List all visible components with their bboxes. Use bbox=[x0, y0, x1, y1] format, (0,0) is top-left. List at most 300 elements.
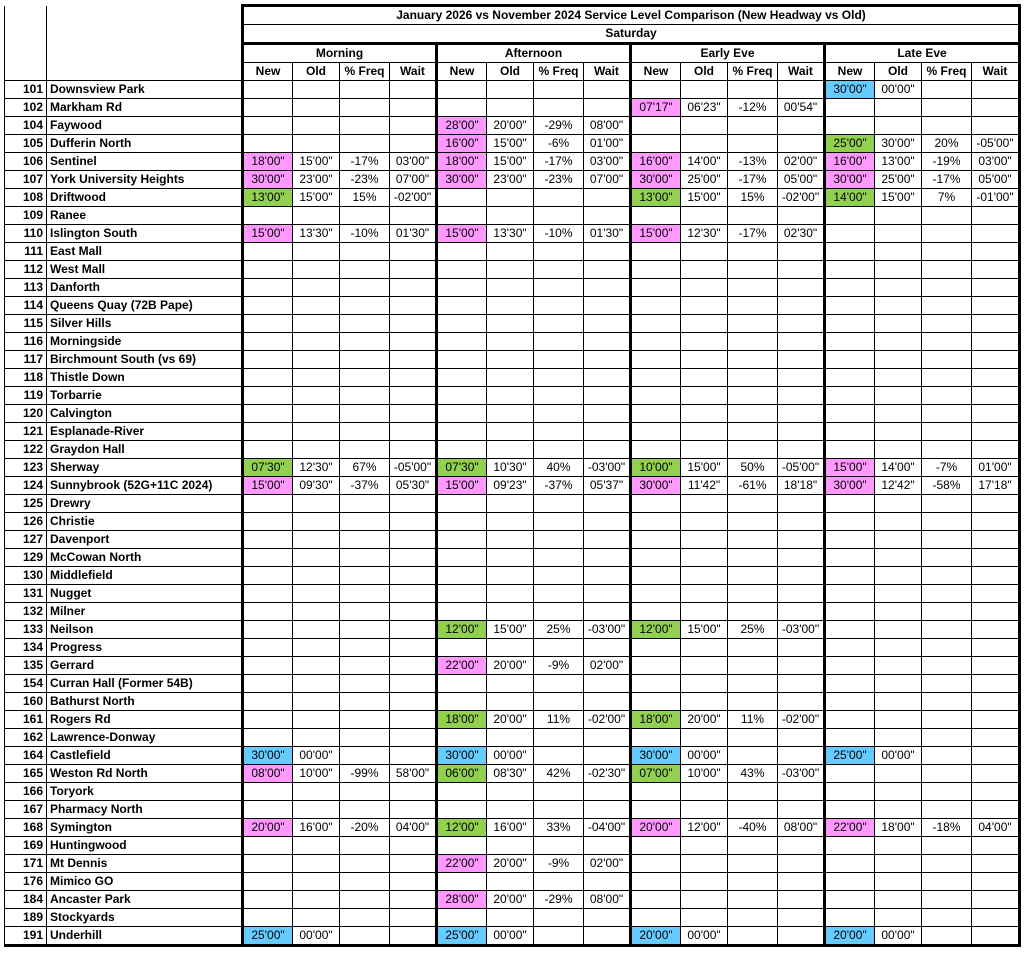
freq-change-cell bbox=[922, 387, 972, 405]
freq-change-cell: 15% bbox=[728, 189, 778, 207]
freq-change-cell bbox=[922, 873, 972, 891]
old-headway-cell: 06'23" bbox=[681, 99, 728, 117]
new-headway-cell bbox=[825, 297, 875, 315]
old-headway-cell bbox=[681, 117, 728, 135]
route-number: 161 bbox=[5, 711, 47, 729]
wait-change-cell bbox=[584, 351, 631, 369]
old-headway-cell bbox=[875, 585, 922, 603]
new-headway-cell bbox=[631, 603, 681, 621]
old-headway-cell bbox=[293, 369, 340, 387]
wait-change-cell bbox=[778, 495, 825, 513]
freq-change-cell bbox=[922, 603, 972, 621]
freq-change-cell bbox=[728, 351, 778, 369]
new-headway-cell: 30'00" bbox=[825, 477, 875, 495]
route-name: Calvington bbox=[47, 405, 243, 423]
old-headway-cell bbox=[293, 801, 340, 819]
route-name: Weston Rd North bbox=[47, 765, 243, 783]
freq-change-cell bbox=[534, 351, 584, 369]
freq-change-cell bbox=[340, 585, 390, 603]
old-headway-cell bbox=[875, 855, 922, 873]
route-name: West Mall bbox=[47, 261, 243, 279]
new-headway-cell: 16'00" bbox=[437, 135, 487, 153]
new-headway-cell bbox=[631, 135, 681, 153]
old-headway-cell bbox=[293, 675, 340, 693]
new-headway-cell bbox=[437, 297, 487, 315]
new-headway-cell: 15'00" bbox=[631, 225, 681, 243]
route-number: 125 bbox=[5, 495, 47, 513]
wait-change-cell bbox=[584, 603, 631, 621]
old-headway-cell bbox=[875, 225, 922, 243]
freq-change-cell bbox=[340, 657, 390, 675]
old-headway-cell bbox=[681, 657, 728, 675]
old-headway-cell bbox=[875, 531, 922, 549]
freq-change-cell bbox=[922, 207, 972, 225]
freq-change-cell bbox=[922, 783, 972, 801]
wait-change-cell bbox=[972, 927, 1020, 946]
route-name: Progress bbox=[47, 639, 243, 657]
table-row bbox=[5, 801, 1020, 819]
old-headway-cell: 23'00" bbox=[293, 171, 340, 189]
old-headway-cell bbox=[875, 513, 922, 531]
new-headway-cell bbox=[825, 603, 875, 621]
old-headway-cell bbox=[293, 585, 340, 603]
old-headway-cell: 13'00" bbox=[875, 153, 922, 171]
route-number: 110 bbox=[5, 225, 47, 243]
freq-change-cell: 40% bbox=[534, 459, 584, 477]
old-headway-cell: 23'00" bbox=[487, 171, 534, 189]
freq-change-cell bbox=[922, 621, 972, 639]
old-headway-cell bbox=[487, 207, 534, 225]
freq-change-cell bbox=[340, 873, 390, 891]
freq-change-cell: 50% bbox=[728, 459, 778, 477]
new-headway-cell bbox=[825, 99, 875, 117]
new-headway-cell bbox=[825, 441, 875, 459]
wait-change-cell bbox=[972, 99, 1020, 117]
old-headway-cell bbox=[487, 603, 534, 621]
freq-change-cell: -9% bbox=[534, 657, 584, 675]
table-row bbox=[5, 441, 1020, 459]
freq-change-cell bbox=[728, 117, 778, 135]
new-headway-cell bbox=[243, 315, 293, 333]
wait-change-cell bbox=[778, 747, 825, 765]
old-headway-cell: 08'30" bbox=[487, 765, 534, 783]
wait-change-cell bbox=[584, 837, 631, 855]
freq-change-cell bbox=[534, 585, 584, 603]
wait-change-cell: -01'00" bbox=[972, 189, 1020, 207]
wait-change-cell bbox=[972, 531, 1020, 549]
wait-change-cell bbox=[584, 639, 631, 657]
freq-change-cell bbox=[922, 351, 972, 369]
new-headway-cell: 16'00" bbox=[825, 153, 875, 171]
freq-change-cell bbox=[340, 855, 390, 873]
table-row bbox=[5, 261, 1020, 279]
old-headway-cell bbox=[681, 549, 728, 567]
freq-change-cell bbox=[728, 549, 778, 567]
wait-change-cell bbox=[584, 927, 631, 946]
new-headway-cell: 18'00" bbox=[437, 711, 487, 729]
new-headway-cell bbox=[437, 261, 487, 279]
old-headway-cell: 00'00" bbox=[875, 747, 922, 765]
freq-change-cell bbox=[922, 765, 972, 783]
new-headway-cell bbox=[437, 99, 487, 117]
new-headway-cell: 20'00" bbox=[631, 819, 681, 837]
freq-change-cell bbox=[728, 513, 778, 531]
wait-change-cell bbox=[390, 81, 437, 99]
old-headway-cell bbox=[875, 405, 922, 423]
old-headway-cell bbox=[293, 621, 340, 639]
new-headway-cell: 20'00" bbox=[631, 927, 681, 946]
freq-change-cell bbox=[340, 711, 390, 729]
old-headway-cell bbox=[293, 837, 340, 855]
route-name: Rogers Rd bbox=[47, 711, 243, 729]
wait-change-cell bbox=[584, 747, 631, 765]
wait-change-cell: -02'00" bbox=[584, 711, 631, 729]
old-headway-cell bbox=[681, 279, 728, 297]
new-headway-cell bbox=[631, 675, 681, 693]
wait-change-cell bbox=[972, 909, 1020, 927]
old-headway-cell bbox=[293, 711, 340, 729]
new-headway-cell bbox=[437, 315, 487, 333]
old-headway-cell bbox=[293, 729, 340, 747]
freq-change-cell bbox=[922, 837, 972, 855]
route-number: 169 bbox=[5, 837, 47, 855]
wait-change-cell bbox=[390, 243, 437, 261]
wait-change-cell bbox=[972, 207, 1020, 225]
old-headway-cell bbox=[293, 567, 340, 585]
new-headway-cell: 30'00" bbox=[631, 747, 681, 765]
new-headway-cell: 30'00" bbox=[825, 81, 875, 99]
new-headway-cell bbox=[243, 495, 293, 513]
wait-change-cell bbox=[972, 405, 1020, 423]
new-headway-cell bbox=[437, 531, 487, 549]
title-row bbox=[5, 6, 1020, 25]
new-headway-cell bbox=[631, 243, 681, 261]
new-headway-cell bbox=[243, 621, 293, 639]
new-headway-cell bbox=[437, 837, 487, 855]
wait-change-cell bbox=[584, 81, 631, 99]
freq-change-cell bbox=[728, 639, 778, 657]
wait-change-cell bbox=[972, 585, 1020, 603]
wait-change-cell bbox=[390, 135, 437, 153]
table-row bbox=[5, 495, 1020, 513]
freq-change-cell bbox=[340, 801, 390, 819]
old-headway-cell bbox=[293, 297, 340, 315]
route-name: Graydon Hall bbox=[47, 441, 243, 459]
wait-change-cell bbox=[390, 495, 437, 513]
new-headway-cell bbox=[825, 117, 875, 135]
wait-change-cell bbox=[972, 855, 1020, 873]
wait-change-cell bbox=[390, 711, 437, 729]
wait-change-cell: 01'30" bbox=[390, 225, 437, 243]
wait-change-cell bbox=[584, 909, 631, 927]
old-headway-cell bbox=[487, 369, 534, 387]
new-headway-cell bbox=[825, 783, 875, 801]
old-headway-cell bbox=[681, 639, 728, 657]
freq-change-cell bbox=[922, 513, 972, 531]
wait-change-cell bbox=[584, 693, 631, 711]
column-header: Wait bbox=[972, 63, 1020, 81]
freq-change-cell bbox=[340, 423, 390, 441]
freq-change-cell bbox=[728, 531, 778, 549]
wait-change-cell bbox=[778, 351, 825, 369]
old-headway-cell bbox=[487, 675, 534, 693]
wait-change-cell: 58'00" bbox=[390, 765, 437, 783]
route-number: 120 bbox=[5, 405, 47, 423]
wait-change-cell bbox=[390, 549, 437, 567]
old-headway-cell bbox=[293, 639, 340, 657]
table-row bbox=[5, 351, 1020, 369]
freq-change-cell bbox=[922, 567, 972, 585]
new-headway-cell: 12'00" bbox=[631, 621, 681, 639]
wait-change-cell: 02'00" bbox=[778, 153, 825, 171]
new-headway-cell bbox=[825, 909, 875, 927]
old-headway-cell bbox=[487, 729, 534, 747]
new-headway-cell: 15'00" bbox=[437, 225, 487, 243]
wait-change-cell bbox=[972, 549, 1020, 567]
new-headway-cell: 25'00" bbox=[437, 927, 487, 946]
wait-change-cell bbox=[778, 909, 825, 927]
freq-change-cell bbox=[340, 405, 390, 423]
wait-change-cell bbox=[972, 639, 1020, 657]
old-headway-cell bbox=[681, 315, 728, 333]
old-headway-cell bbox=[293, 549, 340, 567]
new-headway-cell bbox=[437, 567, 487, 585]
freq-change-cell: -6% bbox=[534, 135, 584, 153]
table-row bbox=[5, 369, 1020, 387]
old-headway-cell bbox=[875, 729, 922, 747]
new-headway-cell bbox=[437, 783, 487, 801]
freq-change-cell bbox=[728, 657, 778, 675]
wait-change-cell bbox=[390, 639, 437, 657]
freq-change-cell bbox=[534, 495, 584, 513]
new-headway-cell: 16'00" bbox=[631, 153, 681, 171]
old-headway-cell bbox=[293, 855, 340, 873]
route-name: Milner bbox=[47, 603, 243, 621]
freq-change-cell: -9% bbox=[534, 855, 584, 873]
freq-change-cell bbox=[340, 207, 390, 225]
freq-change-cell bbox=[534, 639, 584, 657]
route-name: Markham Rd bbox=[47, 99, 243, 117]
new-headway-cell: 12'00" bbox=[437, 819, 487, 837]
route-name: Silver Hills bbox=[47, 315, 243, 333]
new-headway-cell bbox=[243, 117, 293, 135]
route-number: 132 bbox=[5, 603, 47, 621]
new-headway-cell bbox=[631, 657, 681, 675]
wait-change-cell bbox=[972, 747, 1020, 765]
new-headway-cell bbox=[437, 423, 487, 441]
old-headway-cell: 00'00" bbox=[875, 81, 922, 99]
new-headway-cell bbox=[243, 567, 293, 585]
route-number: 115 bbox=[5, 315, 47, 333]
freq-change-cell bbox=[340, 99, 390, 117]
route-number: 116 bbox=[5, 333, 47, 351]
new-headway-cell: 07'00" bbox=[631, 765, 681, 783]
new-headway-cell bbox=[631, 855, 681, 873]
freq-change-cell bbox=[728, 855, 778, 873]
wait-change-cell bbox=[778, 333, 825, 351]
wait-change-cell bbox=[584, 405, 631, 423]
new-headway-cell bbox=[243, 531, 293, 549]
new-headway-cell: 22'00" bbox=[825, 819, 875, 837]
freq-change-cell bbox=[534, 801, 584, 819]
column-header: Old bbox=[875, 63, 922, 81]
wait-change-cell: 01'00" bbox=[972, 459, 1020, 477]
route-name: McCowan North bbox=[47, 549, 243, 567]
route-name: Pharmacy North bbox=[47, 801, 243, 819]
old-headway-cell bbox=[681, 675, 728, 693]
freq-change-cell: -7% bbox=[922, 459, 972, 477]
new-headway-cell: 15'00" bbox=[243, 225, 293, 243]
wait-change-cell bbox=[778, 693, 825, 711]
wait-change-cell bbox=[972, 225, 1020, 243]
freq-change-cell bbox=[534, 297, 584, 315]
freq-change-cell: 25% bbox=[728, 621, 778, 639]
freq-change-cell bbox=[728, 783, 778, 801]
wait-change-cell bbox=[778, 315, 825, 333]
old-headway-cell bbox=[681, 351, 728, 369]
new-headway-cell bbox=[437, 207, 487, 225]
wait-change-cell bbox=[972, 513, 1020, 531]
wait-change-cell bbox=[972, 657, 1020, 675]
freq-change-cell bbox=[534, 423, 584, 441]
new-headway-cell bbox=[631, 369, 681, 387]
old-headway-cell bbox=[487, 837, 534, 855]
new-headway-cell bbox=[631, 549, 681, 567]
freq-change-cell bbox=[728, 297, 778, 315]
table-row bbox=[5, 459, 1020, 477]
old-headway-cell bbox=[875, 297, 922, 315]
freq-change-cell: 33% bbox=[534, 819, 584, 837]
new-headway-cell bbox=[243, 81, 293, 99]
wait-change-cell bbox=[390, 675, 437, 693]
new-headway-cell bbox=[243, 351, 293, 369]
wait-change-cell bbox=[390, 603, 437, 621]
freq-change-cell bbox=[922, 909, 972, 927]
old-headway-cell bbox=[293, 441, 340, 459]
freq-change-cell: 25% bbox=[534, 621, 584, 639]
old-headway-cell bbox=[293, 495, 340, 513]
new-headway-cell bbox=[825, 567, 875, 585]
wait-change-cell: 05'00" bbox=[778, 171, 825, 189]
freq-change-cell bbox=[534, 369, 584, 387]
new-headway-cell bbox=[243, 333, 293, 351]
new-headway-cell bbox=[243, 603, 293, 621]
wait-change-cell bbox=[972, 621, 1020, 639]
route-number: 130 bbox=[5, 567, 47, 585]
wait-change-cell: 01'00" bbox=[584, 135, 631, 153]
new-headway-cell bbox=[437, 279, 487, 297]
period-header: Afternoon bbox=[437, 44, 631, 63]
table-title: January 2026 vs November 2024 Service Level Comparison (New Headway vs Old) bbox=[243, 6, 1020, 25]
wait-change-cell bbox=[778, 243, 825, 261]
freq-change-cell bbox=[534, 567, 584, 585]
freq-change-cell bbox=[534, 909, 584, 927]
old-headway-cell bbox=[875, 333, 922, 351]
old-headway-cell: 30'00" bbox=[875, 135, 922, 153]
wait-change-cell: -03'00" bbox=[584, 621, 631, 639]
old-headway-cell bbox=[293, 891, 340, 909]
old-headway-cell bbox=[681, 909, 728, 927]
new-headway-cell bbox=[437, 243, 487, 261]
route-name: Ranee bbox=[47, 207, 243, 225]
column-header: New bbox=[825, 63, 875, 81]
new-headway-cell bbox=[631, 909, 681, 927]
wait-change-cell bbox=[972, 81, 1020, 99]
freq-change-cell bbox=[922, 585, 972, 603]
freq-change-cell bbox=[534, 873, 584, 891]
route-number: 167 bbox=[5, 801, 47, 819]
column-header: Old bbox=[293, 63, 340, 81]
old-headway-cell bbox=[875, 657, 922, 675]
old-headway-cell bbox=[487, 567, 534, 585]
old-headway-cell bbox=[875, 603, 922, 621]
table-row bbox=[5, 711, 1020, 729]
new-headway-cell bbox=[825, 837, 875, 855]
old-headway-cell bbox=[487, 513, 534, 531]
freq-change-cell bbox=[340, 117, 390, 135]
wait-change-cell bbox=[972, 243, 1020, 261]
freq-change-cell bbox=[728, 495, 778, 513]
column-header: New bbox=[243, 63, 293, 81]
new-headway-cell bbox=[631, 387, 681, 405]
freq-change-cell: -18% bbox=[922, 819, 972, 837]
new-headway-cell: 30'00" bbox=[631, 477, 681, 495]
new-headway-cell bbox=[243, 693, 293, 711]
freq-change-cell: 42% bbox=[534, 765, 584, 783]
wait-change-cell bbox=[390, 801, 437, 819]
new-headway-cell bbox=[437, 801, 487, 819]
old-headway-cell bbox=[681, 369, 728, 387]
new-headway-cell bbox=[243, 369, 293, 387]
route-name: Danforth bbox=[47, 279, 243, 297]
new-headway-cell bbox=[243, 441, 293, 459]
old-headway-cell: 15'00" bbox=[293, 153, 340, 171]
freq-change-cell bbox=[340, 729, 390, 747]
new-headway-cell: 28'00" bbox=[437, 891, 487, 909]
old-headway-cell: 20'00" bbox=[681, 711, 728, 729]
old-headway-cell bbox=[875, 315, 922, 333]
freq-change-cell bbox=[340, 927, 390, 946]
freq-change-cell: -12% bbox=[728, 99, 778, 117]
old-headway-cell bbox=[487, 909, 534, 927]
freq-change-cell bbox=[728, 927, 778, 946]
freq-change-cell: -37% bbox=[340, 477, 390, 495]
old-headway-cell bbox=[487, 243, 534, 261]
table-row bbox=[5, 675, 1020, 693]
new-headway-cell bbox=[825, 261, 875, 279]
new-headway-cell: 25'00" bbox=[825, 135, 875, 153]
wait-change-cell bbox=[584, 315, 631, 333]
route-number: 129 bbox=[5, 549, 47, 567]
new-headway-cell bbox=[631, 585, 681, 603]
new-headway-cell: 07'17" bbox=[631, 99, 681, 117]
freq-change-cell bbox=[534, 927, 584, 946]
route-number: 112 bbox=[5, 261, 47, 279]
freq-change-cell bbox=[340, 369, 390, 387]
new-headway-cell bbox=[631, 207, 681, 225]
new-headway-cell bbox=[243, 387, 293, 405]
new-headway-cell bbox=[825, 531, 875, 549]
freq-change-cell bbox=[534, 837, 584, 855]
new-headway-cell bbox=[825, 369, 875, 387]
table-row bbox=[5, 225, 1020, 243]
new-headway-cell bbox=[437, 873, 487, 891]
new-headway-cell: 30'00" bbox=[631, 171, 681, 189]
freq-change-cell: -10% bbox=[340, 225, 390, 243]
new-headway-cell bbox=[243, 135, 293, 153]
freq-change-cell bbox=[922, 693, 972, 711]
freq-change-cell bbox=[340, 747, 390, 765]
